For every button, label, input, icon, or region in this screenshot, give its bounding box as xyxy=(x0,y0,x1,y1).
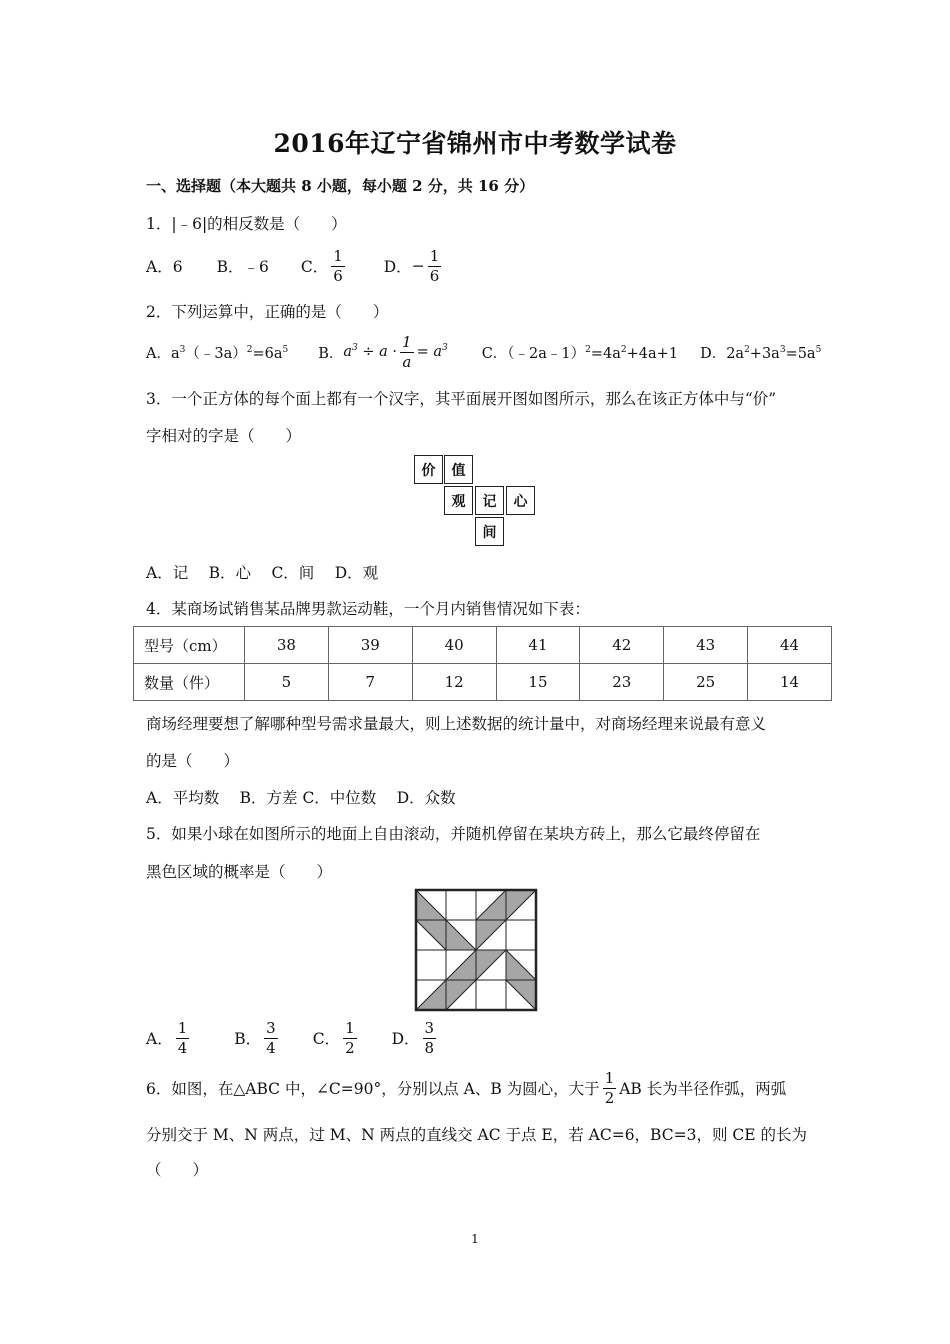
question-1-stem: 1．|﹣6|的相反数是（ ） xyxy=(146,215,347,233)
q2-option-b-expr: $a^3 \div a$ · xyxy=(343,343,398,360)
net-cell-ji: 记 xyxy=(475,486,504,515)
shaded-triangle xyxy=(476,950,506,980)
question-6-line1 xyxy=(146,1066,786,1110)
fraction-numerator: 1 xyxy=(429,247,440,265)
table-row-header: 数量（件） xyxy=(134,664,245,701)
q5-option-d-label: D． xyxy=(391,1030,420,1048)
shaded-triangle xyxy=(446,980,476,1010)
q1-option-b: B．﹣6 xyxy=(216,258,269,276)
question-5-stem-line2: 黑色区域的概率是（ ） xyxy=(146,863,333,881)
cube-net-figure xyxy=(414,455,538,547)
q2-option-b-fraction xyxy=(400,334,414,370)
q2-option-a: A．$a^3(﹣3a)^2=6a^5$ xyxy=(146,344,289,362)
table-cell: 5 xyxy=(245,664,329,701)
q5-option-a-label: A． xyxy=(146,1030,173,1048)
table-cell: 43 xyxy=(664,627,748,664)
page-number: 1 xyxy=(471,1232,479,1246)
net-cell-jian: 间 xyxy=(475,517,504,546)
q1-option-a: A．6 xyxy=(146,258,183,276)
shaded-triangle xyxy=(416,890,446,920)
q5-option-b-fraction: $\frac{3}{4}$ xyxy=(266,1019,276,1057)
table-cell: 15 xyxy=(496,664,580,701)
section-heading: 一、选择题（本大题共 8 小题，每小题 2 分，共 16 分） xyxy=(146,177,535,195)
q2-option-d: D．$2a^2+3a^3=5a^5$ xyxy=(700,344,822,362)
q2-option-b-result: = $a^3$ xyxy=(416,343,448,360)
fraction-denominator: 6 xyxy=(333,266,343,285)
question-2-stem: 2．下列运算中，正确的是（ ） xyxy=(146,303,389,321)
net-cell-jia: 价 xyxy=(414,455,443,484)
table-row-header: 型号（cm） xyxy=(134,627,245,664)
q5-option-c-label: C． xyxy=(312,1030,341,1048)
table-cell: 25 xyxy=(664,664,748,701)
shaded-triangle xyxy=(476,920,506,950)
table-cell: 23 xyxy=(580,664,664,701)
table-cell: 38 xyxy=(245,627,329,664)
net-cell-guan: 观 xyxy=(444,486,473,515)
q6-half-fraction: $\frac{1}{2}$ xyxy=(604,1069,615,1107)
q5-option-a-fraction: $\frac{1}{4}$ xyxy=(177,1019,188,1057)
shaded-triangle xyxy=(506,890,536,920)
q1-option-c-label: C． xyxy=(300,258,329,276)
question-3-stem-line2: 字相对的字是（ ） xyxy=(146,427,302,445)
q5-option-b-label: B． xyxy=(234,1030,262,1048)
page-title: 2016年辽宁省锦州市中考数学试卷 xyxy=(273,129,677,158)
shaded-triangle xyxy=(416,980,446,1010)
fraction-numerator: 1 xyxy=(333,247,343,265)
q1-option-d-label: D． xyxy=(383,258,412,276)
q6-stem-pre: 6．如图，在△ABC 中，∠C=90°，分别以点 A、B 为圆心，大于 xyxy=(146,1080,600,1098)
sales-table xyxy=(133,626,832,701)
question-5-options xyxy=(146,1016,439,1060)
shaded-triangle xyxy=(416,920,446,950)
fraction-denominator: a xyxy=(402,352,412,371)
table-cell: 42 xyxy=(580,627,664,664)
question-2-options xyxy=(146,330,821,374)
q5-option-d-fraction: $\frac{3}{8}$ xyxy=(424,1019,435,1057)
q1-option-c-fraction xyxy=(331,248,345,284)
question-6-line3: （ ） xyxy=(146,1161,209,1179)
fraction-denominator: 6 xyxy=(429,266,440,285)
question-6-line2: 分别交于 M、N 两点，过 M、N 两点的直线交 AC 于点 E，若 AC=6，BC=3，则 CE 的长为 xyxy=(146,1126,807,1144)
shaded-triangle xyxy=(446,920,476,950)
net-cell-zhi: 值 xyxy=(444,455,473,484)
tile-floor-figure xyxy=(414,888,538,1012)
table-cell: 44 xyxy=(748,627,832,664)
fraction-numerator: 1 xyxy=(402,333,412,351)
q2-option-b-label: B． xyxy=(318,345,344,362)
q5-option-c-fraction: $\frac{1}{2}$ xyxy=(345,1019,355,1057)
question-5-stem-line1: 5．如果小球在如图所示的地面上自由滚动，并随机停留在某块方砖上，那么它最终停留在 xyxy=(146,825,761,843)
shaded-triangle xyxy=(476,890,506,920)
table-cell: 14 xyxy=(748,664,832,701)
question-4-options: A．平均数 B．方差 C．中位数 D．众数 xyxy=(146,789,456,807)
question-3-options: A．记 B．心 C．间 D．观 xyxy=(146,564,379,582)
table-row-sizes xyxy=(134,627,832,664)
q1-option-d-sign: − xyxy=(411,257,425,275)
shaded-triangle xyxy=(446,950,476,980)
shaded-triangle xyxy=(506,980,536,1010)
table-cell: 12 xyxy=(412,664,496,701)
net-cell-xin: 心 xyxy=(506,486,535,515)
question-3-stem-line1: 3．一个正方体的每个面上都有一个汉字，其平面展开图如图所示，那么在该正方体中与“价” xyxy=(146,390,777,408)
table-cell: 40 xyxy=(412,627,496,664)
table-row-counts xyxy=(134,664,832,701)
table-cell: 39 xyxy=(328,627,412,664)
q2-option-c: C．$(﹣2a﹣1)^2=4a^2+4a+1$ xyxy=(481,344,679,362)
question-4-text-line1: 商场经理要想了解哪种型号需求量最大，则上述数据的统计量中，对商场经理来说最有意义 xyxy=(146,715,767,733)
question-1-options xyxy=(146,244,444,288)
q1-option-d-fraction xyxy=(428,248,442,284)
question-4-stem: 4．某商场试销售某品牌男款运动鞋，一个月内销售情况如下表： xyxy=(146,600,590,618)
question-4-text-line2: 的是（ ） xyxy=(146,752,240,770)
q6-stem-post: AB 长为半径作弧，两弧 xyxy=(619,1080,787,1098)
table-cell: 41 xyxy=(496,627,580,664)
table-cell: 7 xyxy=(328,664,412,701)
shaded-triangle xyxy=(506,950,536,980)
